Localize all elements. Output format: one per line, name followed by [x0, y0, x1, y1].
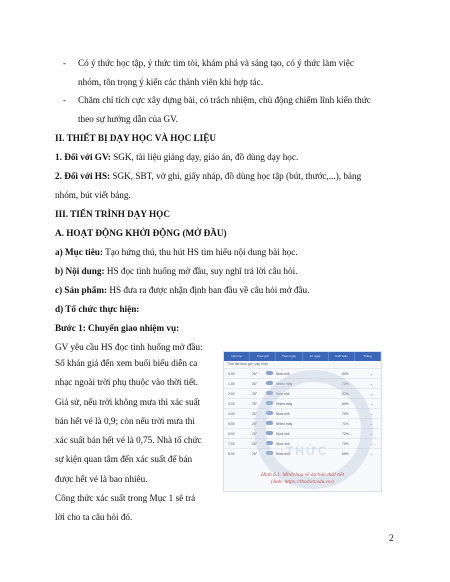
weather-rain: 62%: [342, 392, 349, 396]
weather-time: 6:00: [228, 432, 235, 436]
hs-materials: [55, 170, 361, 182]
noi-dung-label: b) Nội dung:: [55, 266, 105, 276]
chevron-down-icon[interactable]: ⌄: [370, 422, 373, 426]
bullet-1-line-2: nhóm, tôn trọng ý kiến các thành viên khi hợp tác.: [78, 77, 263, 87]
bullet-1-line-1: Có ý thức học tập, ý thức tìm tòi, khám phá và sáng tạo, có ý thức làm việc: [78, 58, 354, 68]
bullet-2-line-1: Chăm chỉ tích cực xây dựng bài, có trách nhiệm, chủ động chiếm lĩnh kiến thức: [78, 95, 371, 105]
weather-time: 0:00: [228, 372, 235, 376]
noi-dung: [55, 265, 297, 277]
weather-time: 4:00: [228, 412, 235, 416]
weather-rain: 60%: [342, 402, 349, 406]
gv-label: 1. Đối với GV:: [55, 152, 111, 162]
hs-label: 2. Đối với HS:: [55, 171, 111, 181]
situation-line: lời cho ta câu hỏi đó.: [55, 512, 133, 523]
bullet-dash: -: [63, 58, 67, 68]
chevron-down-icon[interactable]: ⌄: [370, 442, 373, 446]
weather-temp: 25°: [252, 432, 258, 436]
weather-rain: 70%: [342, 412, 349, 416]
weather-desc: Mưa nhỏ: [276, 392, 290, 396]
weather-desc: Mưa nhỏ: [276, 432, 290, 436]
weather-desc: Nhiều mây: [276, 422, 293, 426]
weather-rain: 70%: [342, 442, 349, 446]
section-2-heading: II. THIẾT BỊ DẠY HỌC VÀ HỌC LIỆU: [55, 133, 216, 143]
weather-time: 5:00: [228, 422, 235, 426]
weather-tab: Theo giờ: [250, 352, 276, 361]
situation-line: được hết vé là bao nhiêu.: [55, 473, 148, 484]
situation-line: Công thức xác suất trong Mục 1 sẽ trả: [55, 493, 196, 504]
weather-desc: Mưa nhỏ: [276, 412, 290, 416]
situation-line: Số khán giả đến xem buổi biểu diễn ca: [55, 358, 198, 368]
noi-dung-text: HS đọc tình huống mở đầu, suy nghĩ trả lời câu hỏi.: [104, 266, 298, 276]
chevron-down-icon[interactable]: ⌄: [370, 392, 373, 396]
weather-desc: Mưa nhỏ: [276, 442, 290, 446]
weather-time: 8:00: [228, 452, 235, 456]
weather-tab: Tháng: [355, 352, 381, 361]
weather-temp: 26°: [252, 452, 258, 456]
bullet-dash: -: [63, 95, 67, 105]
weather-temp: 25°: [252, 422, 258, 426]
weather-desc: Nhiều mây: [276, 402, 293, 406]
section-3-heading: III. TIẾN TRÌNH DẠY HỌC: [55, 209, 170, 219]
weather-temp: 26°: [252, 382, 258, 386]
muc-tieu: [55, 246, 298, 258]
figure-caption-line-1: Hình 6.1. Minh hoạ về dự báo thời tiết: [260, 472, 345, 478]
weather-temp: 25°: [252, 412, 258, 416]
weather-desc: Mưa nhỏ: [276, 452, 290, 456]
chevron-down-icon[interactable]: ⌄: [370, 382, 373, 386]
weather-temp: 26°: [252, 372, 258, 376]
situation-line: xác suất bán hết vé là 0,75. Nhà tổ chức: [55, 435, 202, 446]
bullet-2-line-2: theo sự hướng dẫn của GV.: [78, 114, 178, 124]
weather-rain: 71%: [342, 422, 349, 426]
activity-heading: A. HOẠT ĐỘNG KHỞI ĐỘNG (MỞ ĐẦU): [55, 228, 227, 238]
weather-subtitle: Thời tiết theo giờ, cập nhật: [227, 362, 268, 366]
weather-temp: 25°: [252, 402, 258, 406]
weather-tab-bar: [224, 352, 381, 361]
cloud-icon: [266, 381, 273, 385]
situation-line: sự kiện quan tâm đến xác suất để bán: [55, 454, 193, 465]
san-pham-text: HS đưa ra được nhận định ban đầu về câu hỏi mở đầu.: [107, 285, 310, 295]
chevron-down-icon[interactable]: ⌄: [370, 402, 373, 406]
weather-desc: Nhiều mây: [276, 382, 293, 386]
weather-time: 7:00: [228, 442, 235, 446]
weather-tab: 10 ngày: [303, 352, 329, 361]
weather-forecast-image: [223, 351, 382, 492]
weather-rain: 80%: [342, 372, 349, 376]
situation-line: nhạc ngoài trời phụ thuộc vào thời tiết.: [55, 377, 198, 388]
weather-rain: 72%: [342, 382, 349, 386]
weather-time: 3:00: [228, 402, 235, 406]
page-number: 2: [389, 533, 394, 543]
weather-rain: 65%: [342, 452, 349, 456]
to-chuc-heading: d) Tổ chức thực hiện:: [55, 304, 140, 314]
weather-time: 2:00: [228, 392, 235, 396]
gv-request: GV yêu cầu HS đọc tình huống mở đầu:: [55, 342, 203, 352]
weather-temp: 26°: [252, 442, 258, 446]
situation-text: [55, 354, 220, 528]
cloud-icon: [266, 371, 273, 375]
weather-rain: 72%: [342, 432, 349, 436]
weather-temp: 25°: [252, 392, 258, 396]
san-pham-label: c) Sản phẩm:: [55, 285, 108, 295]
muc-tieu-text: Tạo hứng thú, thu hút HS tìm hiểu nội dung bài học.: [102, 247, 298, 257]
san-pham: [55, 284, 309, 296]
weather-tab: Hiện tại: [224, 352, 250, 361]
weather-desc: Mưa nhỏ: [276, 372, 290, 376]
situation-line: bán hết vé là 0,9; còn nếu trời mưa thì: [55, 415, 195, 426]
hs-text: SGK, SBT, vở ghi, giấy nháp, đồ dùng học tập (bút, thước,...), bảng: [110, 171, 362, 181]
weather-time: 1:00: [228, 382, 235, 386]
hs-materials-cont: nhóm, bút viết bảng.: [55, 190, 131, 200]
gv-materials: [55, 151, 298, 163]
chevron-down-icon[interactable]: ⌄: [370, 452, 373, 456]
weather-tab: Cuối tuần: [329, 352, 355, 361]
watermark-text: THỨC: [286, 444, 329, 458]
chevron-down-icon[interactable]: ⌄: [370, 412, 373, 416]
muc-tieu-label: a) Mục tiêu:: [55, 247, 103, 257]
buoc-1-heading: Bước 1: Chuyển giao nhiệm vụ:: [55, 323, 180, 333]
chevron-down-icon[interactable]: ⌄: [370, 372, 373, 376]
figure-caption-line-2: (Ảnh: https://thoitiet.edu.vn/): [270, 479, 335, 485]
weather-tab: Theo ngày: [276, 352, 302, 361]
situation-line: Giả sử, nếu trời không mưa thì xác suất: [55, 396, 201, 407]
chevron-down-icon[interactable]: ⌄: [370, 432, 373, 436]
gv-text: SGK, tài liệu giảng dạy, giáo án, đồ dùng dạy học.: [110, 152, 299, 162]
